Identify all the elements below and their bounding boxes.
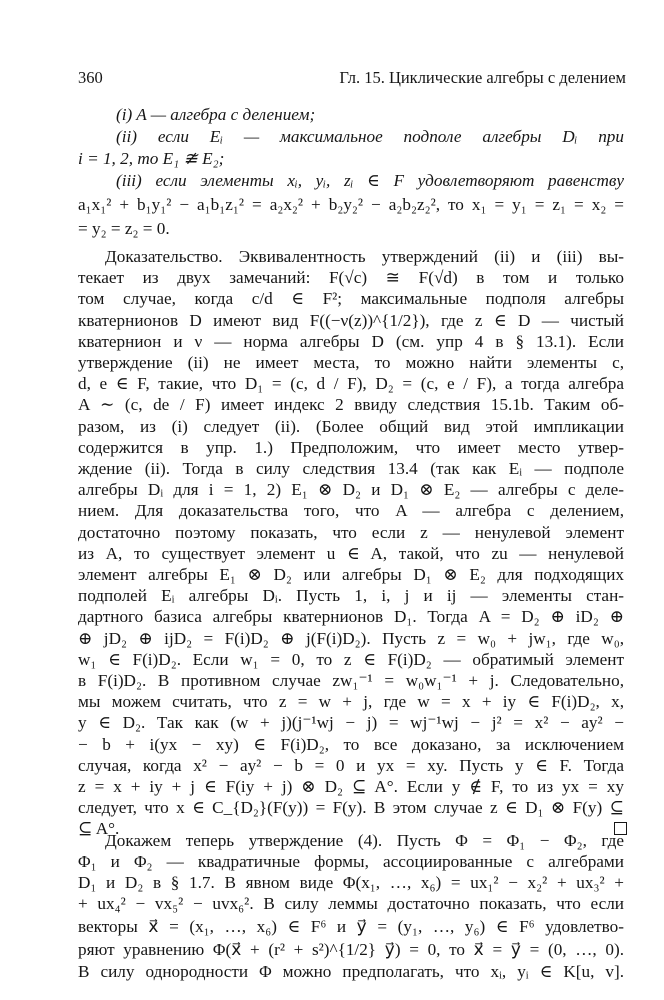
text-line: = y₂ = z₂ = 0.	[78, 219, 170, 238]
text-line: a₁x₁² + b₁y₁² − a₁b₁z₁² = a₂x₂² + b₂y₂² − a₂b₂z₂², то x₁ = y₁ = z₁ = x₂ =	[78, 195, 624, 214]
text-line: Доказательство. Эквивалентность утверждений (ii) и (iii) вы-	[105, 247, 624, 266]
text-line: дартного базиса алгебры кватернионов D₁. Тогда A = D₂ ⊕ iD₂ ⊕	[78, 607, 624, 626]
text-line: достаточно поэтому показать, что если z — ненулевой элемент	[78, 523, 624, 542]
text-line: Докажем теперь утверждение (4). Пусть Φ = Φ₁ − Φ₂, где	[105, 831, 624, 850]
text-line: z = x + iy + j ∈ F(iy + j) ⊗ D₂ ⊆ A°. Если y ∉ F, то из yx = xy	[78, 777, 624, 796]
text-line: следует, что x ∈ C_{D₂}(F(y)) = F(y). В этом случае z ∈ D₁ ⊗ F(y) ⊆	[78, 798, 624, 817]
text-line: (i) A — алгебра с делением;	[116, 105, 316, 124]
text-line: векторы x⃗ = (x₁, …, x₆) ∈ F⁶ и y⃗ = (y₁, …, y₆) ∈ F⁶ удовлетво-	[78, 917, 624, 936]
text-line: в F(i)D₂. В противном случае zw₁⁻¹ = w₀w₁⁻¹ + j. Следовательно,	[78, 671, 624, 690]
text-line: кватернион и ν — норма алгебры D (см. упр 4 в § 13.1). Если	[78, 332, 624, 351]
text-line: w₁ ∈ F(i)D₂. Если w₁ = 0, то z ∈ F(i)D₂ — обратимый элемент	[78, 650, 624, 669]
text-line: ⊆ A°.	[78, 819, 120, 838]
text-line: подполей Eᵢ алгебры Dᵢ. Пусть 1, i, j и ij — элементы стан-	[78, 586, 624, 605]
text-line: кватернионов D имеют вид F((−ν(z))^{1/2}), где z ∈ D — чистый	[78, 311, 624, 330]
text-line: i = 1, 2, то E₁ ≇ E₂;	[78, 149, 225, 168]
text-line: (ii) если Eᵢ — максимальное подполе алгебры Dᵢ при	[116, 127, 624, 146]
text-line: утверждение (ii) не имеет места, то можно найти элементы c,	[78, 353, 624, 372]
running-head: Гл. 15. Циклические алгебры с делением	[339, 68, 626, 87]
text-line: ждение (ii). Тогда в силу следствия 13.4 (так как Eᵢ — подполе	[78, 459, 624, 478]
page-header	[78, 68, 626, 90]
text-line: ⊕ jD₂ ⊕ ijD₂ = F(i)D₂ ⊕ j(F(i)D₂). Пусть z = w₀ + jw₁, где w₀,	[78, 629, 624, 648]
text-line: случая, когда x² − ay² − b = 0 и yx = xy. Пусть y ∈ F. Тогда	[78, 756, 624, 775]
text-line: ряют уравнению Φ(x⃗ + (r² + s²)^{1/2} y⃗) = 0, то x⃗ = y⃗ = (0, …, 0).	[78, 940, 624, 959]
text-line: + ux₄² − vx₅² − uvx₆². В силу леммы достаточно показать, что если	[78, 894, 624, 913]
text-line: y ∈ D₂. Так как (w + j)(j⁻¹wj − j) = wj⁻¹wj − j² = x² − ay² −	[78, 713, 624, 732]
text-line: D₁ и D₂ в § 1.7. В явном виде Φ(x₁, …, x₆) = ux₁² − x₂² + ux₃² +	[78, 873, 624, 892]
text-line: текает из двух замечаний: F(√c) ≅ F(√d) в том и только	[78, 268, 624, 287]
text-line: − b + i(yx − xy) ∈ F(i)D₂, то все доказано, за исключением	[78, 735, 624, 754]
text-line: том случае, когда c/d ∈ F²; максимальные подполя алгебры	[78, 289, 624, 308]
text-line: элемент алгебры E₁ ⊗ D₂ или алгебры D₁ ⊗ E₂ для подходящих	[78, 565, 624, 584]
text-line: нием. Для доказательства того, что A — алгебра с делением,	[78, 501, 624, 520]
text-line: алгебры Dᵢ для i = 1, 2) E₁ ⊗ D₂ и D₁ ⊗ E₂ — алгебры с деле-	[78, 480, 624, 499]
text-line: Φ₁ и Φ₂ — квадратичные формы, ассоциированные с алгебрами	[78, 852, 624, 871]
end-of-proof-square	[614, 822, 627, 835]
text-line: A ∼ (c, de / F) имеет индекс 2 ввиду следствия 15.1b. Таким об-	[78, 395, 624, 414]
text-line: d, e ∈ F, такие, что D₁ = (c, d / F), D₂ = (c, e / F), а тогда алгебра	[78, 374, 624, 393]
text-line: содержится в упр. 1.) Предположим, что имеет место утвер-	[78, 438, 624, 457]
page-number: 360	[78, 68, 103, 87]
text-line: (iii) если элементы xᵢ, yᵢ, zᵢ ∈ F удовлетворяют равенству	[116, 171, 624, 190]
text-line: В силу однородности Φ можно предполагать, что xᵢ, yᵢ ∈ K[u, v].	[78, 962, 624, 981]
text-line: мы можем считать, что z = w + j, где w = x + iy ∈ F(i)D₂, x,	[78, 692, 624, 711]
text-line: из A, то существует элемент u ∈ A, такой, что zu — ненулевой	[78, 544, 624, 563]
text-line: разом, из (i) следует (ii). (Более общий вид этой импликации	[78, 417, 624, 436]
